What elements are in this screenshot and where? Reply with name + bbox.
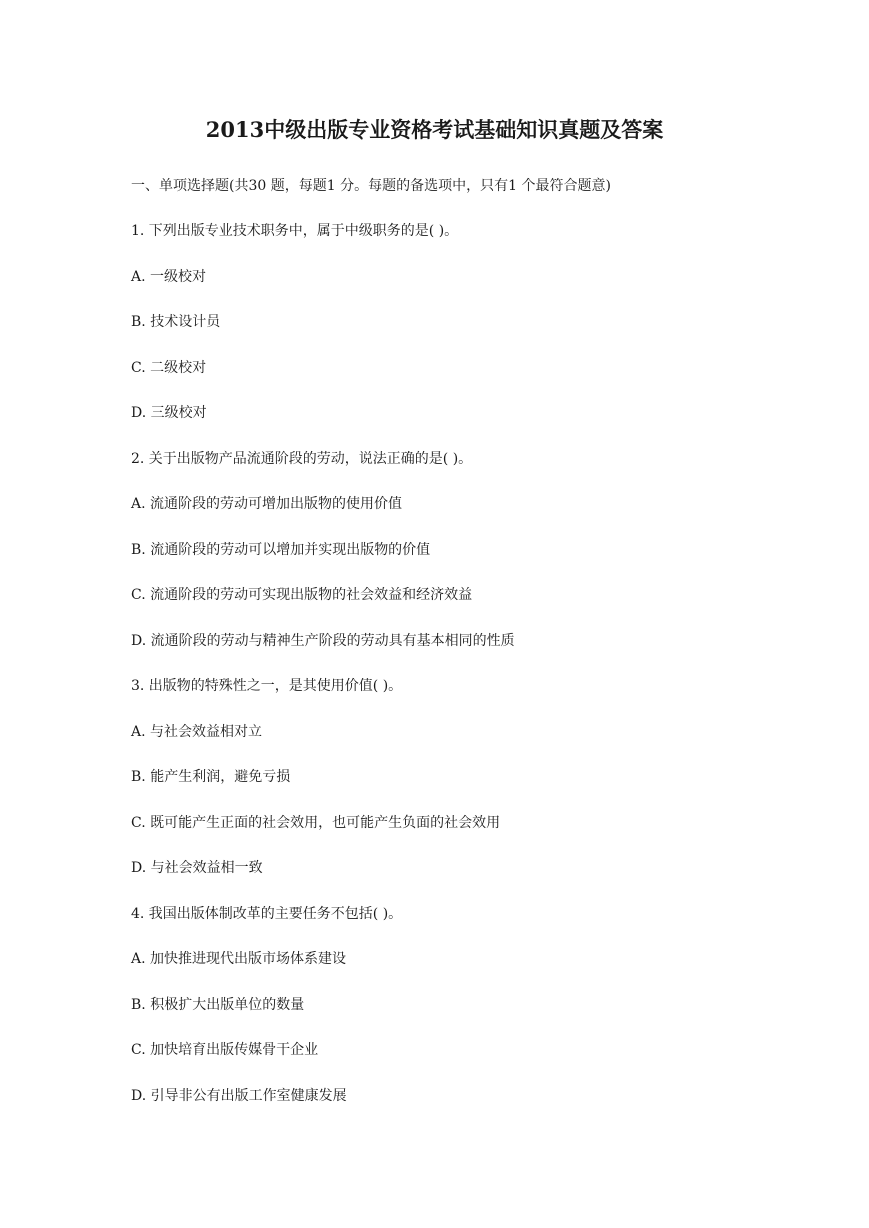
question-3-option-d: D. 与社会效益相一致 — [131, 860, 263, 876]
question-2-option-d: D. 流通阶段的劳动与精神生产阶段的劳动具有基本相同的性质 — [131, 633, 515, 649]
question-1-option-d: D. 三级校对 — [131, 405, 207, 421]
question-4-option-c: C. 加快培育出版传媒骨干企业 — [131, 1042, 319, 1058]
question-4-stem: 4. 我国出版体制改革的主要任务不包括( )。 — [131, 906, 403, 922]
question-4-option-b: B. 积极扩大出版单位的数量 — [131, 997, 305, 1013]
section-heading: 一、单项选择题(共30 题，每题1 分。每题的备选项中，只有1 个最符合题意) — [131, 178, 611, 194]
question-1-option-c: C. 二级校对 — [131, 360, 207, 376]
document-title: 2013中级出版专业资格考试基础知识真题及答案 — [205, 117, 664, 142]
question-4-option-a: A. 加快推进现代出版市场体系建设 — [131, 951, 347, 967]
question-3-stem: 3. 出版物的特殊性之一，是其使用价值( )。 — [131, 678, 403, 694]
question-4-option-d: D. 引导非公有出版工作室健康发展 — [131, 1088, 347, 1104]
question-2-option-c: C. 流通阶段的劳动可实现出版物的社会效益和经济效益 — [131, 587, 473, 603]
question-1-option-b: B. 技术设计员 — [131, 314, 221, 330]
question-2-option-a: A. 流通阶段的劳动可增加出版物的使用价值 — [131, 496, 403, 512]
question-3-option-a: A. 与社会效益相对立 — [131, 724, 263, 740]
question-3-option-c: C. 既可能产生正面的社会效用，也可能产生负面的社会效用 — [131, 815, 501, 831]
question-2-option-b: B. 流通阶段的劳动可以增加并实现出版物的价值 — [131, 542, 431, 558]
question-3-option-b: B. 能产生利润，避免亏损 — [131, 769, 291, 785]
question-2-stem: 2. 关于出版物产品流通阶段的劳动，说法正确的是( )。 — [131, 451, 473, 467]
question-1-option-a: A. 一级校对 — [131, 269, 207, 285]
question-1-stem: 1. 下列出版专业技术职务中，属于中级职务的是( )。 — [131, 223, 459, 239]
